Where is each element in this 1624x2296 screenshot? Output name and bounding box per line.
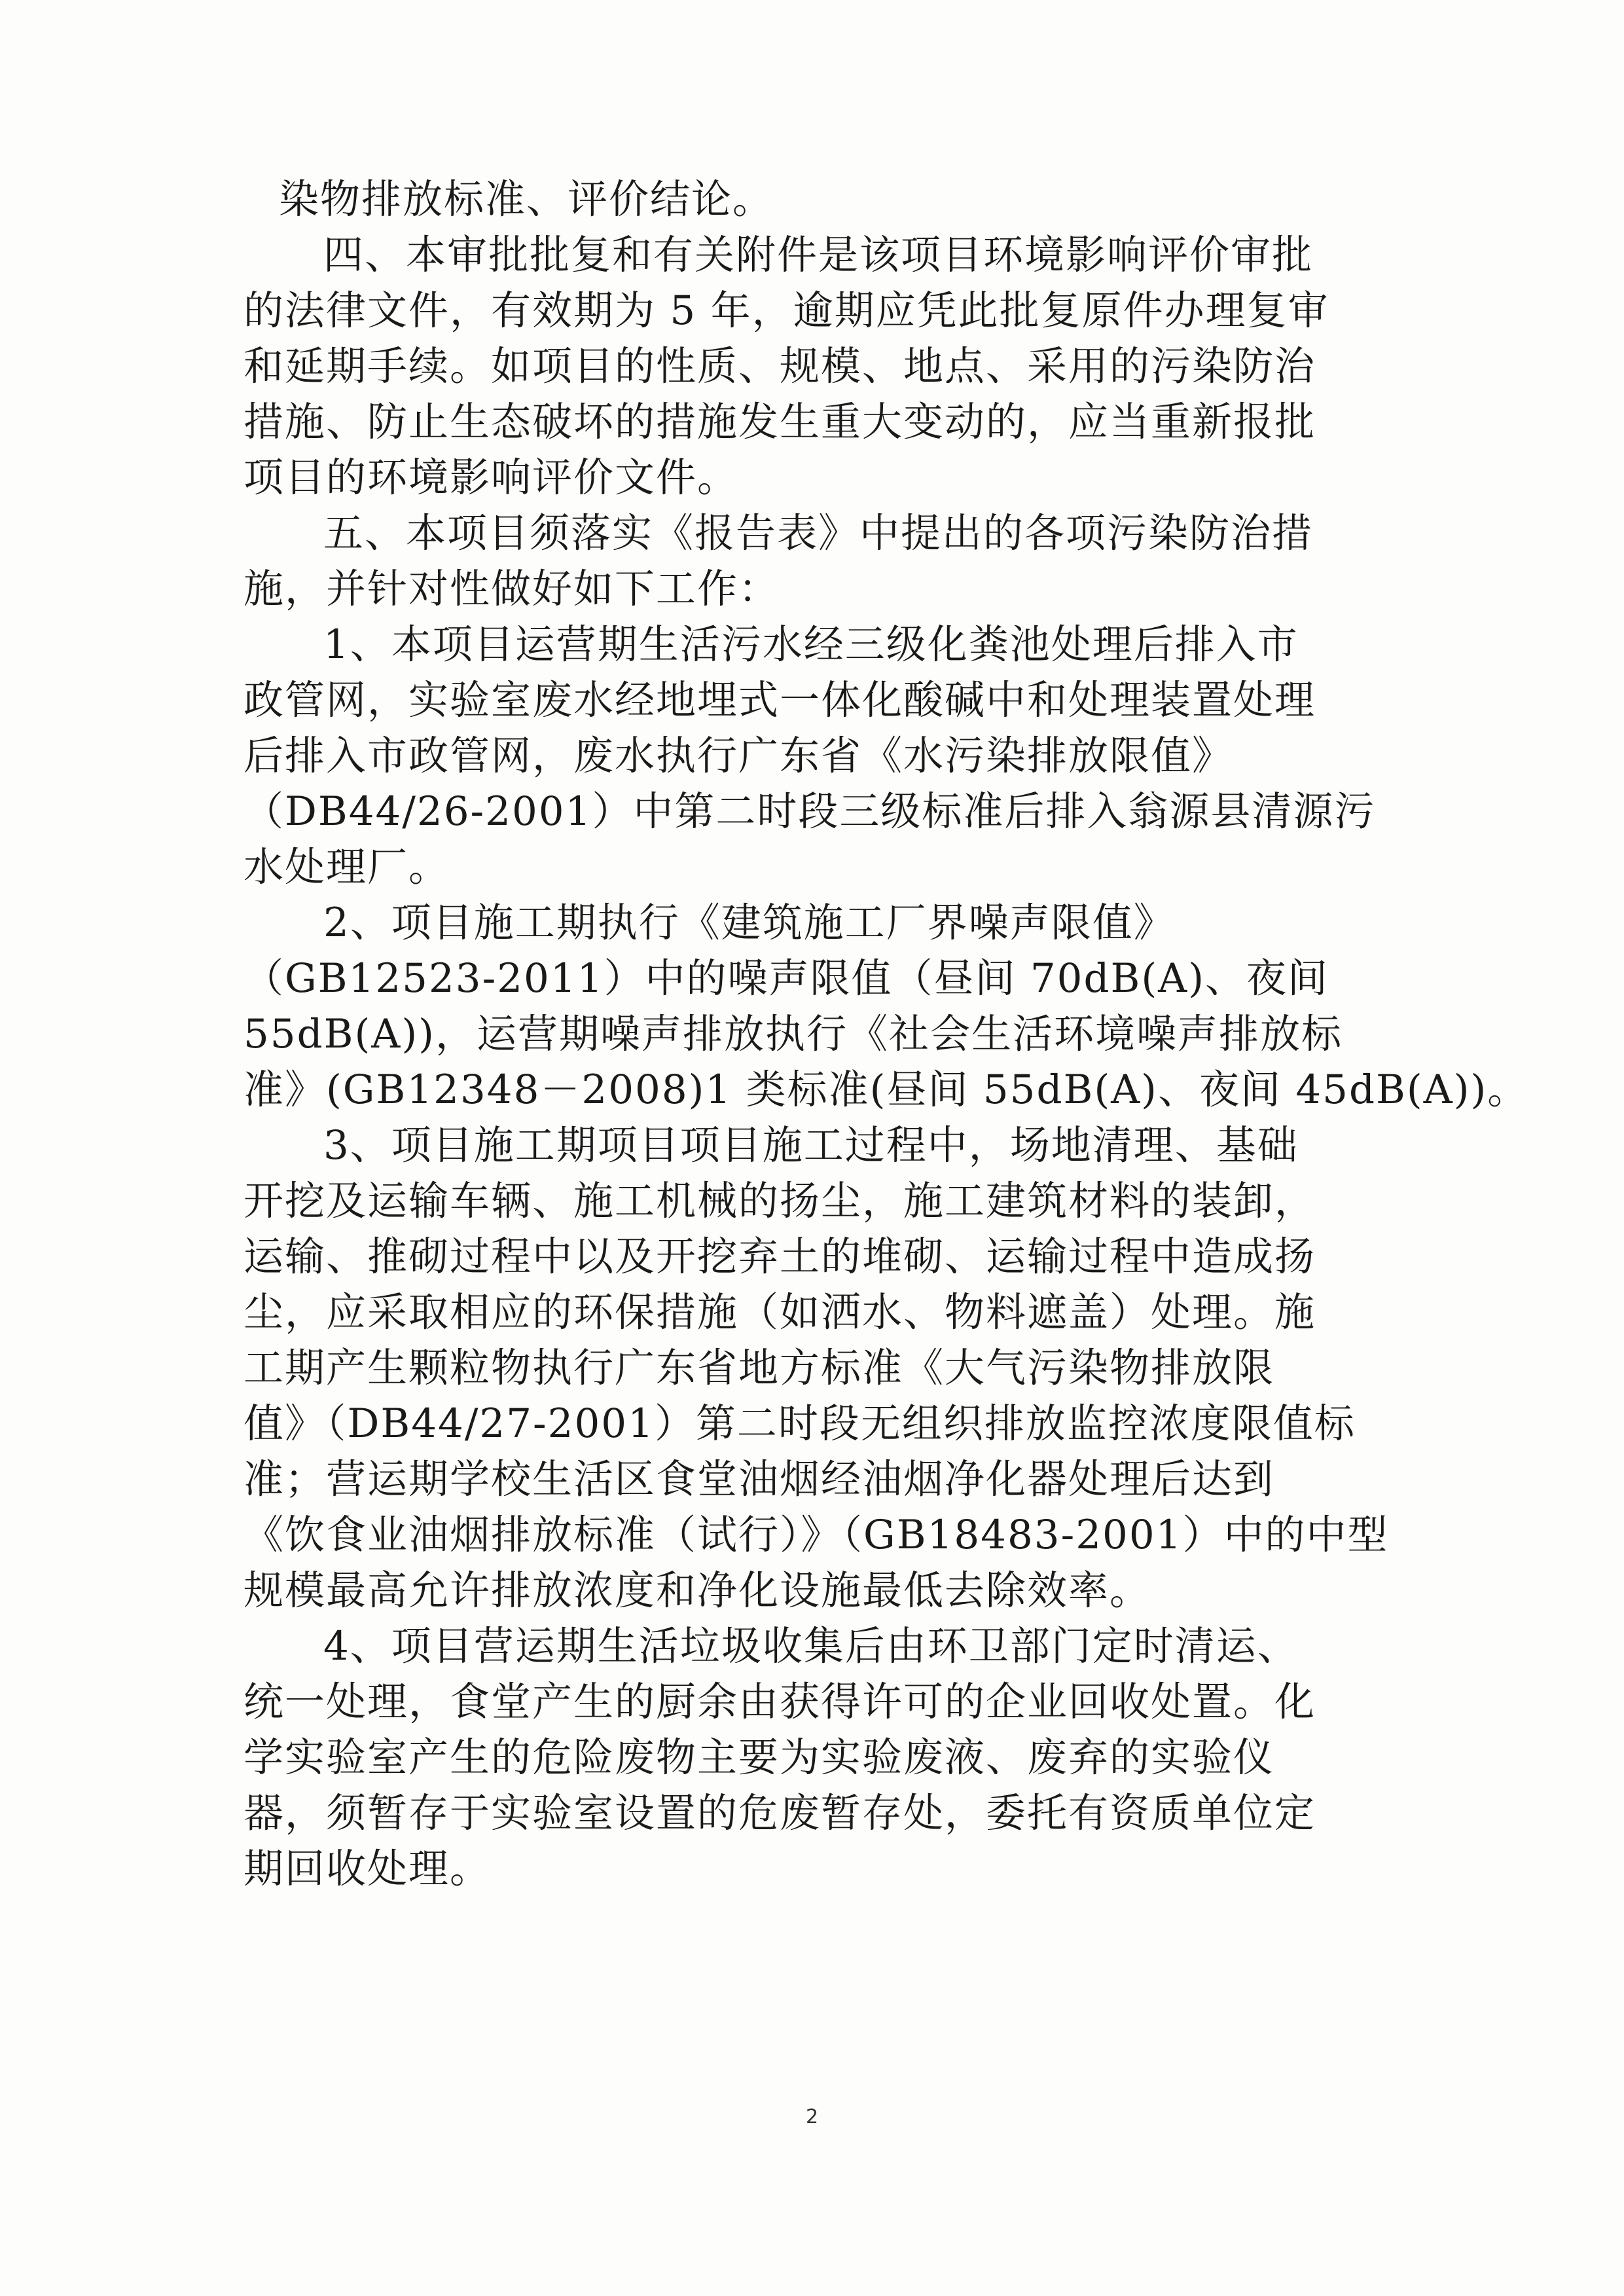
text-line: 染物排放标准、评价结论。 bbox=[279, 176, 774, 223]
text-line: 《饮食业油烟排放标准（试行）》（GB18483-2001）中的中型 bbox=[244, 1512, 1389, 1558]
text-line: 学实验室产生的危险废物主要为实验废液、废弃的实验仪 bbox=[244, 1734, 1275, 1781]
text-line: 工期产生颗粒物执行广东省地方标准《大气污染物排放限 bbox=[244, 1345, 1275, 1391]
text-line: 的法律文件，有效期为 5 年，逾期应凭此批复原件办理复审 bbox=[244, 287, 1329, 334]
text-line: 1、本项目运营期生活污水经三级化粪池处理后排入市 bbox=[323, 621, 1299, 668]
text-line: （DB44/26-2001）中第二时段三级标准后排入翁源县清源污 bbox=[244, 788, 1376, 835]
text-line: 尘，应采取相应的环保措施（如洒水、物料遮盖）处理。施 bbox=[244, 1289, 1316, 1336]
text-line: 项目的环境影响评价文件。 bbox=[244, 454, 739, 501]
page-number: 2 bbox=[805, 2105, 819, 2128]
text-line: 2、项目施工期执行《建筑施工厂界噪声限值》 bbox=[323, 900, 1175, 946]
text-line: 准；营运期学校生活区食堂油烟经油烟净化器处理后达到 bbox=[244, 1456, 1275, 1503]
text-line: 器，须暂存于实验室设置的危废暂存处，委托有资质单位定 bbox=[244, 1790, 1316, 1836]
text-line: 后排入市政管网，废水执行广东省《水污染排放限值》 bbox=[244, 733, 1234, 779]
text-line: 五、本项目须落实《报告表》中提出的各项污染防治措 bbox=[323, 510, 1314, 556]
text-line: 统一处理，食堂产生的厨余由获得许可的企业回收处置。化 bbox=[244, 1679, 1316, 1725]
text-line: 准》(GB12348－2008)1 类标准(昼间 55dB(A)、夜间 45dB(A))。 bbox=[244, 1066, 1529, 1113]
text-line: 55dB(A))，运营期噪声排放执行《社会生活环境噪声排放标 bbox=[244, 1011, 1343, 1057]
text-line: 规模最高允许排放浓度和净化设施最低去除效率。 bbox=[244, 1567, 1151, 1614]
text-line: 运输、推砌过程中以及开挖弃土的堆砌、运输过程中造成扬 bbox=[244, 1233, 1316, 1280]
text-line: 四、本审批批复和有关附件是该项目环境影响评价审批 bbox=[323, 232, 1314, 278]
text-line: 开挖及运输车辆、施工机械的扬尘，施工建筑材料的装卸， bbox=[244, 1178, 1316, 1224]
text-line: （GB12523-2011）中的噪声限值（昼间 70dB(A)、夜间 bbox=[244, 955, 1329, 1002]
text-line: 措施、防止生态破坏的措施发生重大变动的，应当重新报批 bbox=[244, 399, 1316, 445]
text-line: 政管网，实验室废水经地埋式一体化酸碱中和处理装置处理 bbox=[244, 677, 1316, 723]
text-line: 水处理厂。 bbox=[244, 844, 450, 890]
text-line: 值》（DB44/27-2001）第二时段无组织排放监控浓度限值标 bbox=[244, 1400, 1356, 1447]
text-line: 3、项目施工期项目项目施工过程中，场地清理、基础 bbox=[323, 1122, 1299, 1169]
text-line: 施，并针对性做好如下工作： bbox=[244, 566, 780, 612]
text-line: 和延期手续。如项目的性质、规模、地点、采用的污染防治 bbox=[244, 343, 1316, 390]
text-line: 4、项目营运期生活垃圾收集后由环卫部门定时清运、 bbox=[323, 1623, 1299, 1669]
document-body bbox=[244, 172, 1529, 1897]
text-line: 期回收处理。 bbox=[244, 1846, 492, 1892]
